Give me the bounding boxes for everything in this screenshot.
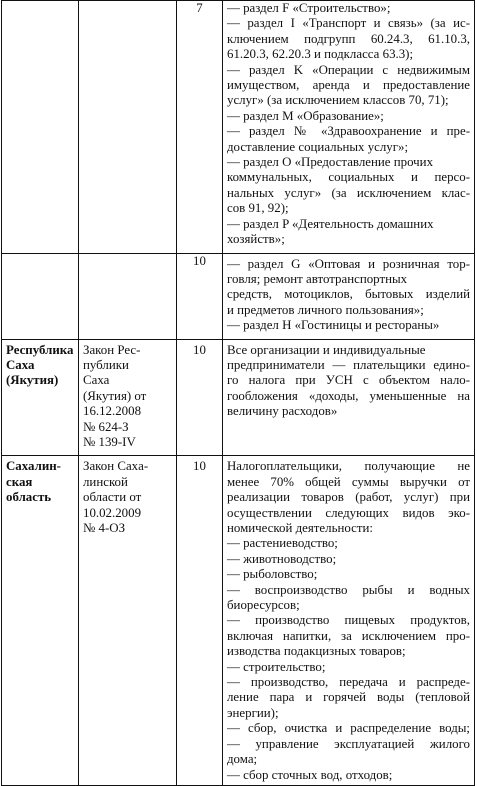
condition-line: — управление эксплуатацией жилого — [227, 736, 470, 751]
law-line: 10.02.2009 — [83, 505, 142, 520]
condition-line: гообложения «доходы, уменьшенные на — [227, 388, 470, 403]
region-line: Республика — [6, 342, 74, 357]
law-line: Закон Рес- — [83, 342, 141, 357]
condition-line: — раздел H «Гостиницы и рестораны» — [227, 318, 440, 333]
condition-line: — раздел M «Образование»; — [227, 108, 384, 123]
condition-line: реализации товаров (работ, услуг) при — [227, 490, 470, 505]
condition-line: дома; — [227, 752, 258, 767]
region-cell — [2, 339, 79, 456]
condition-line: ление пара и горячей воды (тепловой — [227, 690, 470, 705]
condition-line: сов 91, 92); — [227, 201, 289, 216]
condition-line: Налогоплательщики, получающие не — [227, 459, 470, 474]
condition-line: — воспроизводство рыбы и водных — [227, 582, 470, 597]
condition-line: доставление социальных услуг»; — [227, 139, 409, 154]
table-row — [2, 253, 475, 339]
condition-line: — раздел O «Предоставление прочих — [227, 155, 434, 170]
law-cell — [79, 456, 177, 786]
condition-line: осуществлении следующих видов эко- — [227, 505, 470, 520]
condition-line: — сбор сточных вод, отходов; — [227, 767, 393, 782]
rate-cell: 7 — [177, 1, 223, 254]
tax-rates-table — [1, 0, 475, 786]
region-cell — [2, 253, 79, 339]
conditions-cell — [223, 456, 475, 786]
region-cell — [2, 1, 79, 254]
conditions-cell — [223, 1, 475, 254]
law-line: № 4-ОЗ — [83, 521, 126, 535]
conditions-cell — [223, 253, 475, 339]
region-line: (Якутия) — [6, 373, 59, 388]
condition-line: — сбор, очистка и распределение воды; — [227, 721, 470, 736]
condition-line: средств, мотоциклов, бытовых изделий — [227, 287, 470, 302]
law-line: Закон Сахa- — [83, 459, 149, 474]
condition-line: и предметов личного пользования»; — [227, 302, 424, 317]
condition-line: — рыболовство; — [227, 567, 318, 582]
law-cell — [79, 339, 177, 456]
condition-line: энергии); — [227, 705, 279, 720]
law-line: линской — [83, 474, 128, 489]
law-line: области от — [83, 490, 142, 505]
condition-line: — животноводство; — [227, 551, 337, 566]
condition-line: 61.20.3, 62.20.3 и подкласса 63.3); — [227, 47, 414, 62]
table-row — [2, 339, 475, 456]
condition-line: го налога при УСН с объектом нало- — [227, 373, 470, 388]
rate-cell: 10 — [177, 339, 223, 456]
condition-line: хозяйств»; — [227, 232, 285, 247]
region-line: ская — [6, 474, 33, 489]
table-body — [2, 1, 475, 786]
condition-line: менее 70% общей суммы выручки от — [227, 474, 470, 489]
law-line: 16.12.2008 — [83, 404, 142, 419]
condition-line: нальных услуг» (за исключением клас- — [227, 185, 470, 200]
region-cell — [2, 456, 79, 786]
law-cell — [79, 253, 177, 339]
condition-line: — производство, передача и распреде- — [227, 675, 470, 690]
condition-line: — раздел K «Операции с недвижимым — [227, 62, 470, 77]
condition-line: услуг» (за исключением классов 70, 71); — [227, 93, 449, 108]
condition-line: — раздел P «Деятельность домашних — [227, 216, 434, 231]
condition-line: изводства подакцизных товаров; — [227, 644, 406, 659]
condition-line: Все организации и индивидуальные — [227, 342, 426, 357]
condition-line: имуществом, аренда и предоставление — [227, 78, 470, 93]
law-cell — [79, 1, 177, 254]
law-line: Саха — [83, 373, 110, 388]
rate-cell: 10 — [177, 253, 223, 339]
law-line: публики — [83, 357, 129, 372]
region-line: Саха — [6, 357, 35, 372]
condition-line: — растениеводство; — [227, 536, 338, 551]
condition-line: — производство пищевых продуктов, — [227, 613, 470, 628]
law-line: № 139-IV — [83, 434, 136, 449]
condition-line: — раздел G «Оптовая и розничная тор- — [227, 256, 470, 271]
condition-line: — строительство; — [227, 659, 326, 674]
table-row — [2, 456, 475, 786]
condition-line: номической деятельности: — [227, 521, 373, 535]
condition-line: — раздел F «Строительство»; — [227, 1, 391, 15]
condition-line: ключением подгрупп 60.24.3, 61.10.3, — [227, 31, 470, 46]
law-line: (Якутия) от — [83, 388, 147, 403]
table-row — [2, 1, 475, 254]
condition-line: говля; ремонт автотранспортных — [227, 271, 408, 286]
condition-line: биоресурсов; — [227, 598, 300, 613]
region-line: Сахалин- — [6, 459, 61, 474]
condition-line: включая напитки, за исключением про- — [227, 628, 470, 643]
region-line: область — [6, 490, 52, 505]
condition-line: коммунальных, социальных и персо- — [227, 170, 470, 185]
conditions-cell — [223, 339, 475, 456]
condition-line: — раздел I «Транспорт и связь» (за ис- — [227, 16, 470, 31]
condition-line: — раздел № «Здравоохранение и пре- — [227, 124, 470, 139]
condition-line: величину расходов» — [227, 404, 338, 419]
law-line: № 624-З — [83, 419, 129, 434]
rate-cell: 10 — [177, 456, 223, 786]
condition-line: предприниматели — плательщики едино- — [227, 357, 470, 372]
